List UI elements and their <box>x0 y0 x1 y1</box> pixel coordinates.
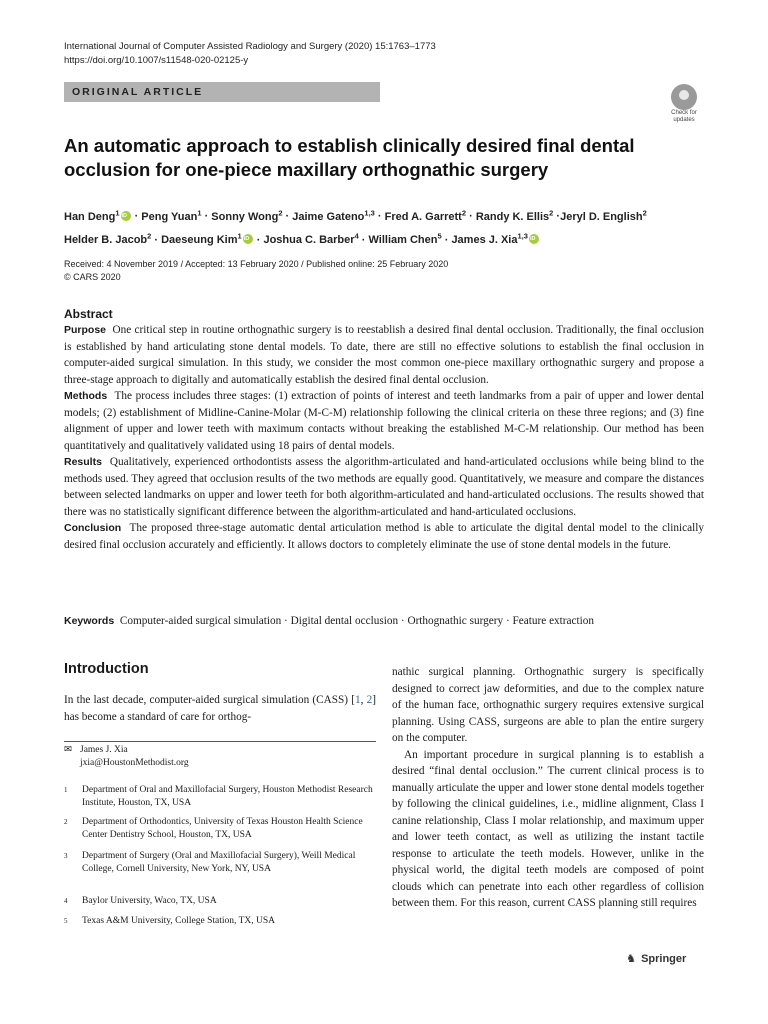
affiliation-text: Department of Oral and Maxillofacial Surgery, Houston Methodist Research Institute, Houston, TX, USA <box>82 785 373 808</box>
affiliation-number: 4 <box>64 897 68 905</box>
keywords-label: Keywords <box>64 615 115 627</box>
author-name: James J. Xia <box>451 234 518 247</box>
citation-link-1[interactable]: 1 <box>355 694 361 706</box>
author <box>64 231 152 247</box>
author <box>263 231 359 247</box>
abstract-body <box>64 322 704 553</box>
author-name: Jeryl D. English <box>560 210 643 223</box>
abstract-section <box>64 520 704 553</box>
intro-text-c: ] has become a standard of care for orthog- <box>64 694 377 723</box>
corresponding-author: James J. Xia <box>80 745 128 755</box>
author-affiliation-sup: 2 <box>147 231 152 241</box>
author-affiliation-sup: 1 <box>115 208 120 217</box>
crossmark-label-1: Check for <box>671 110 697 116</box>
abstract-section-text: Qualitatively, experienced orthodontists assess the algorithm-articulated and hand-articulated occlusions while being blind to the methods used. They agreed that occlusion results of the two methods are equally good. Quantitatively, we measure and compare the distances between selected landmarks on upper and lower teeth for both algorithm-articulated and hand-articulated occlusions. The results showed that there was no statistically significant difference between the algorithm-articulated and hand-articulated occlusions. <box>64 456 704 518</box>
author-name: Joshua C. Barber <box>263 234 355 247</box>
abstract-section-label: Results <box>64 456 102 468</box>
author-name: William Chen <box>368 234 438 247</box>
affiliation-number: 2 <box>64 818 68 826</box>
author-affiliation-sup: 2 <box>642 208 647 217</box>
citation-link-2[interactable]: 2 <box>366 694 373 706</box>
author <box>451 231 540 247</box>
footnote-divider <box>64 741 376 742</box>
author-affiliation-sup: 2 <box>461 208 467 217</box>
author-name: Fred A. Garrett <box>384 210 462 223</box>
author-name: Peng Yuan <box>141 210 198 223</box>
author <box>211 208 283 223</box>
abstract-section-text: The proposed three-stage automatic dental articulation method is able to articulate the digital dental model to the clinically desired final occlusion accurately and efficiently. It allows doctors to completely eliminate the use of stone dental models in the future. <box>64 522 705 551</box>
author <box>161 231 254 247</box>
author-affiliation-sup: 2 <box>549 208 554 217</box>
author <box>475 208 554 223</box>
abstract-section <box>64 322 704 388</box>
keywords <box>64 615 704 627</box>
correspondence-block <box>64 744 376 770</box>
doi-link[interactable]: https://doi.org/10.1007/s11548-020-02125-y <box>64 55 249 66</box>
orcid-icon[interactable] <box>529 234 539 244</box>
affiliation <box>64 850 376 876</box>
abstract-section-text: The process includes three stages: (1) extraction of points of interest and teeth landmarks from a pair of upper and lower dental models; (2) establishment of Midline-Canine-Molar (M-C-M) relationship following the clinical criteria on these three regions; and (3) fine alignment of upper and lower teeth with maximum contacts without breaking the established M-C-M relationship. Our method has been quantitatively and qualitatively validated using 18 pairs of dental models. <box>64 390 704 452</box>
abstract-section-label: Conclusion <box>64 522 122 534</box>
crossmark-label-2: updates <box>673 117 695 123</box>
author-name: Randy K. Ellis <box>475 210 550 223</box>
author-list: Han Deng$^1$iD · Peng Yuan$^1$ · Sonny Wong$^2$ · Jaime Gateno$^{1,3}$ · Fred A. Garrett$^2$ · Randy K. Ellis$^2$ ·Jeryl D. English$^2$ Helder B. Jacob$^2$ · Daeseung Kim$^1$iD · Joshua C. Barber$^4$ · William Chen$^5$ · James J. Xia$^{1,3}$iD <box>64 203 684 250</box>
author-name: Sonny Wong <box>211 210 279 223</box>
affiliation-number: 1 <box>64 786 68 794</box>
affiliation <box>64 784 376 810</box>
affiliation-text: Department of Orthodontics, University of Texas Houston Health Science Center Dentistry School, Houston, TX, USA <box>82 817 363 840</box>
author <box>292 208 375 223</box>
envelope-icon: ✉ <box>64 745 72 755</box>
orcid-icon[interactable] <box>121 211 131 221</box>
affiliation <box>64 816 376 842</box>
title-line-1: An automatic approach to establish clinically desired final dental <box>64 135 635 156</box>
author-affiliation-sup: 2 <box>278 208 283 217</box>
left-column <box>64 660 376 725</box>
publication-dates <box>64 258 448 284</box>
publisher-logo <box>624 952 686 965</box>
author <box>64 208 132 223</box>
intro-paragraph-right-2: An important procedure in surgical planning is to establish a desired “final dental occlusion.” The current clinical process is to manually articulate the upper and lower stone dental models together by following the clinical guidelines, i.e., midline alignment, Class I canine relationship, Class I molar relationship, and maximum upper and lower teeth contact, as well as utilizing the instant tactile response to articulate the teeth models. However, unlike in the physical world, the digital teeth models are composed of point clouds which can penetrate into each other regardless of collision between them. For this reason, current CASS planning still requires <box>392 748 704 909</box>
crossmark-badge[interactable] <box>664 84 704 124</box>
keywords-text: Computer-aided surgical simulation · Digital dental occlusion · Orthognathic surgery · Feature extraction <box>119 615 595 627</box>
title-line-2: occlusion for one-piece maxillary orthognathic surgery <box>64 159 549 180</box>
crossmark-icon <box>671 84 697 110</box>
paper-title <box>64 134 664 182</box>
orcid-icon[interactable] <box>243 234 253 244</box>
history-dates: Received: 4 November 2019 / Accepted: 13 February 2020 / Published online: 25 February 2020 <box>64 259 449 269</box>
article-type-banner: ORIGINAL ARTICLE <box>64 82 380 102</box>
abstract-section <box>64 454 704 520</box>
author-name: Jaime Gateno <box>292 210 365 223</box>
author <box>560 208 647 223</box>
author-affiliation-sup: 1,3 <box>364 208 375 217</box>
intro-paragraph-left <box>64 692 376 725</box>
introduction-heading: Introduction <box>64 661 149 677</box>
author-name: Helder B. Jacob <box>64 234 148 247</box>
author-name: Han Deng <box>64 210 116 223</box>
abstract-section <box>64 388 704 454</box>
publisher-name: Springer <box>641 953 687 965</box>
springer-horse-icon: ♞ <box>626 953 636 965</box>
affiliation <box>64 895 376 908</box>
author <box>384 208 467 223</box>
author-affiliation-sup: 4 <box>354 231 359 241</box>
author <box>141 208 202 223</box>
abstract-heading: Abstract <box>64 307 113 321</box>
affiliation-number: 3 <box>64 852 68 860</box>
copyright: © CARS 2020 <box>64 272 121 282</box>
author <box>368 231 442 247</box>
author-name: Daeseung Kim <box>161 234 238 247</box>
intro-paragraph-right-1: nathic surgical planning. Orthognathic surgery is specifically designed to correct jaw deformities, and due to the complex nature of the human face, orthognathic surgery requires extensive surgical planning. Using CASS, surgeons are able to plan the entire surgery on the computer. <box>392 666 704 744</box>
abstract-section-text: One critical step in routine orthognathic surgery is to reestablish a desired final dental occlusion. Traditionally, the final occlusion is established by hand articulating stone dental models. To date, there are still no effective solutions to establish the final occlusion in computer-aided surgical simulation. In this study, we consider the most common one-piece maxillary orthognathic surgery and propose a three-stage approach to digitally and automatically establish the desired final dental occlusion. <box>64 324 704 386</box>
affiliation-number: 5 <box>64 917 68 925</box>
author-affiliation-sup: 1,3 <box>517 231 528 241</box>
journal-citation: International Journal of Computer Assisted Radiology and Surgery (2020) 15:1763–1773 <box>64 41 436 52</box>
abstract-section-label: Purpose <box>64 324 107 336</box>
author-affiliation-sup: 1 <box>237 231 242 241</box>
intro-text-a: In the last decade, computer-aided surgical simulation (CASS) [ <box>64 694 355 706</box>
author-affiliation-sup: 1 <box>197 208 202 217</box>
right-column <box>392 664 704 912</box>
affiliation-text: Texas A&M University, College Station, TX, USA <box>82 916 276 926</box>
affiliation <box>64 915 376 928</box>
affiliation-text: Baylor University, Waco, TX, USA <box>82 896 217 906</box>
author-affiliation-sup: 5 <box>437 231 442 241</box>
abstract-section-label: Methods <box>64 390 108 402</box>
corresponding-email[interactable]: jxia@HoustonMethodist.org <box>80 758 189 768</box>
affiliation-text: Department of Surgery (Oral and Maxillofacial Surgery), Weill Medical College, Cornell University, New York, NY, USA <box>82 851 356 874</box>
intro-text-b: , <box>360 694 367 706</box>
